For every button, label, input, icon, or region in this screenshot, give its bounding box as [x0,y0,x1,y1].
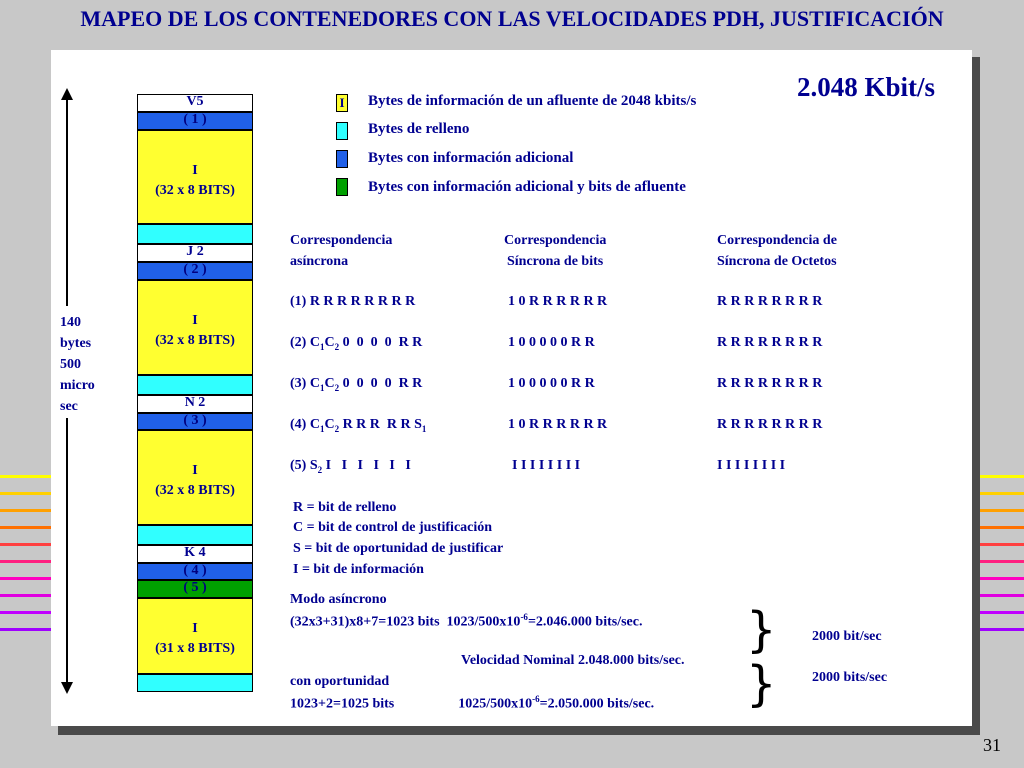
info-label: I [192,621,198,636]
legend-swatch-info: I [336,94,348,112]
legend-info: Bytes de información de un afluente de 2048 kbits/s [368,93,697,109]
calc-line-1 [290,612,642,631]
row-5-async [290,458,411,475]
frame-block-info-4 [137,598,253,674]
legend-swatch-fill [336,122,348,140]
legend-swatch-extra-tributary [336,178,348,196]
row-subscript: 2 [334,423,340,434]
row-text: C [324,335,335,350]
frame-block-fill-3 [137,525,253,545]
row-text: C [324,376,335,391]
definition-s: S = bit de oportunidad de justificar [293,541,504,556]
row-text: (2) C [290,335,320,350]
calc-opportunity: con oportunidad [290,674,390,689]
span-arrow-line [66,418,68,684]
frame-block-1: ( 1 ) [137,112,253,130]
frame-block-info-3 [137,430,253,525]
row-4-bits: 1 0 R R R R R R [508,417,608,432]
frame-block-3: ( 3 ) [137,413,253,430]
row-subscript: 2 [334,382,340,393]
frame-block-5: ( 5 ) [137,580,253,598]
info-size: (32 x 8 BITS) [155,183,235,198]
frame-block-fill-2 [137,375,253,395]
calc-line-2 [290,694,654,713]
calc-nominal: Velocidad Nominal 2.048.000 bits/sec. [461,653,685,668]
row-1-async: (1) R R R R R R R R [290,294,416,309]
row-text: I I I I I I [322,458,411,473]
row-1-bits: 1 0 R R R R R R [508,294,608,309]
span-label-line: micro [60,378,95,393]
header-sync-oct-2: Síncrona de Octetos [717,254,837,269]
definition-r: R = bit de relleno [293,500,397,515]
row-4-async [290,417,426,434]
frame-block-fill-4 [137,674,253,692]
legend-swatch-extra [336,150,348,168]
row-2-octets: R R R R R R R R [717,335,823,350]
row-5-bits: I I I I I I I I [512,458,581,473]
frame-block-n2: N 2 [137,395,253,413]
row-3-octets: R R R R R R R R [717,376,823,391]
info-label: I [192,463,198,478]
row-subscript: 1 [319,423,325,434]
info-label: I [192,163,198,178]
frame-block-info-1 [137,130,253,224]
info-label: I [192,313,198,328]
info-size: (31 x 8 BITS) [155,641,235,656]
frame-block-fill-1 [137,224,253,244]
span-label [60,312,95,417]
info-size: (32 x 8 BITS) [155,333,235,348]
slide-title: MAPEO DE LOS CONTENEDORES CON LAS VELOCIDADES PDH, JUSTIFICACIÓN [80,6,944,31]
legend-fill: Bytes de relleno [368,121,470,137]
row-3-bits: 1 0 0 0 0 0 R R [508,376,595,391]
calc-exponent: -6 [532,694,540,704]
frame-block-info-2 [137,280,253,375]
span-label-line: 500 [60,357,81,372]
span-arrow-line [66,98,68,306]
page-number: 31 [983,735,1001,755]
span-label-line: sec [60,399,78,414]
calc-text: 1023+2=1025 bits [290,696,395,712]
info-size: (32 x 8 BITS) [155,483,235,498]
right-brace-icon: } [746,602,777,658]
calc-mode: Modo asíncrono [290,592,387,607]
header-async-1: Correspondencia [290,233,393,248]
span-label-line: 140 [60,315,81,330]
right-brace-icon: } [746,656,777,712]
row-text: (5) S [290,458,318,473]
decorative-stripes-left [0,475,56,645]
span-label-line: bytes [60,336,92,351]
calc-text: 1025/500x10 [458,696,533,712]
definition-i: I = bit de información [293,562,424,577]
definition-c: C = bit de control de justificación [293,520,493,535]
row-subscript: 1 [319,341,325,352]
frame-block-v5: V5 [137,94,253,112]
row-text: 0 0 0 0 R R [339,335,423,350]
row-4-octets: R R R R R R R R [717,417,823,432]
arrow-down-icon [61,682,73,694]
legend-extra-tributary: Bytes con información adicional y bits de afluente [368,179,686,195]
row-text: (4) C [290,417,320,432]
row-subscript: 2 [317,464,323,475]
calc-text: (32x3+31)x8+7=1023 bits 1023/500x10 [290,614,521,630]
row-2-bits: 1 0 0 0 0 0 R R [508,335,595,350]
header-sync-bits-1: Correspondencia [504,233,607,248]
header-async-2: asíncrona [290,254,349,269]
frame-block-4: ( 4 ) [137,563,253,580]
row-3-async [290,376,422,393]
frame-block-k4: K 4 [137,545,253,563]
row-text: R R R R R S [339,417,422,432]
row-text: 0 0 0 0 R R [339,376,423,391]
header-sync-bits-2: Síncrona de bits [507,254,604,269]
calc-diff-2: 2000 bits/sec [812,670,888,685]
row-text: C [324,417,335,432]
row-5-octets: I I I I I I I I [717,458,786,473]
row-subscript: 1 [319,382,325,393]
calc-diff-1: 2000 bit/sec [812,629,882,644]
row-subscript: 1 [421,423,427,434]
calc-text: =2.050.000 bits/sec. [539,696,655,712]
calc-text: =2.046.000 bits/sec. [527,614,643,630]
calc-exponent: -6 [520,612,528,622]
frame-block-j2: J 2 [137,244,253,262]
legend-extra: Bytes con información adicional [368,150,574,166]
row-text: (3) C [290,376,320,391]
rate-title: 2.048 Kbit/s [797,72,936,102]
frame-block-2: ( 2 ) [137,262,253,280]
row-1-octets: R R R R R R R R [717,294,823,309]
row-subscript: 2 [334,341,340,352]
header-sync-oct-1: Correspondencia de [717,233,837,248]
row-2-async [290,335,422,352]
